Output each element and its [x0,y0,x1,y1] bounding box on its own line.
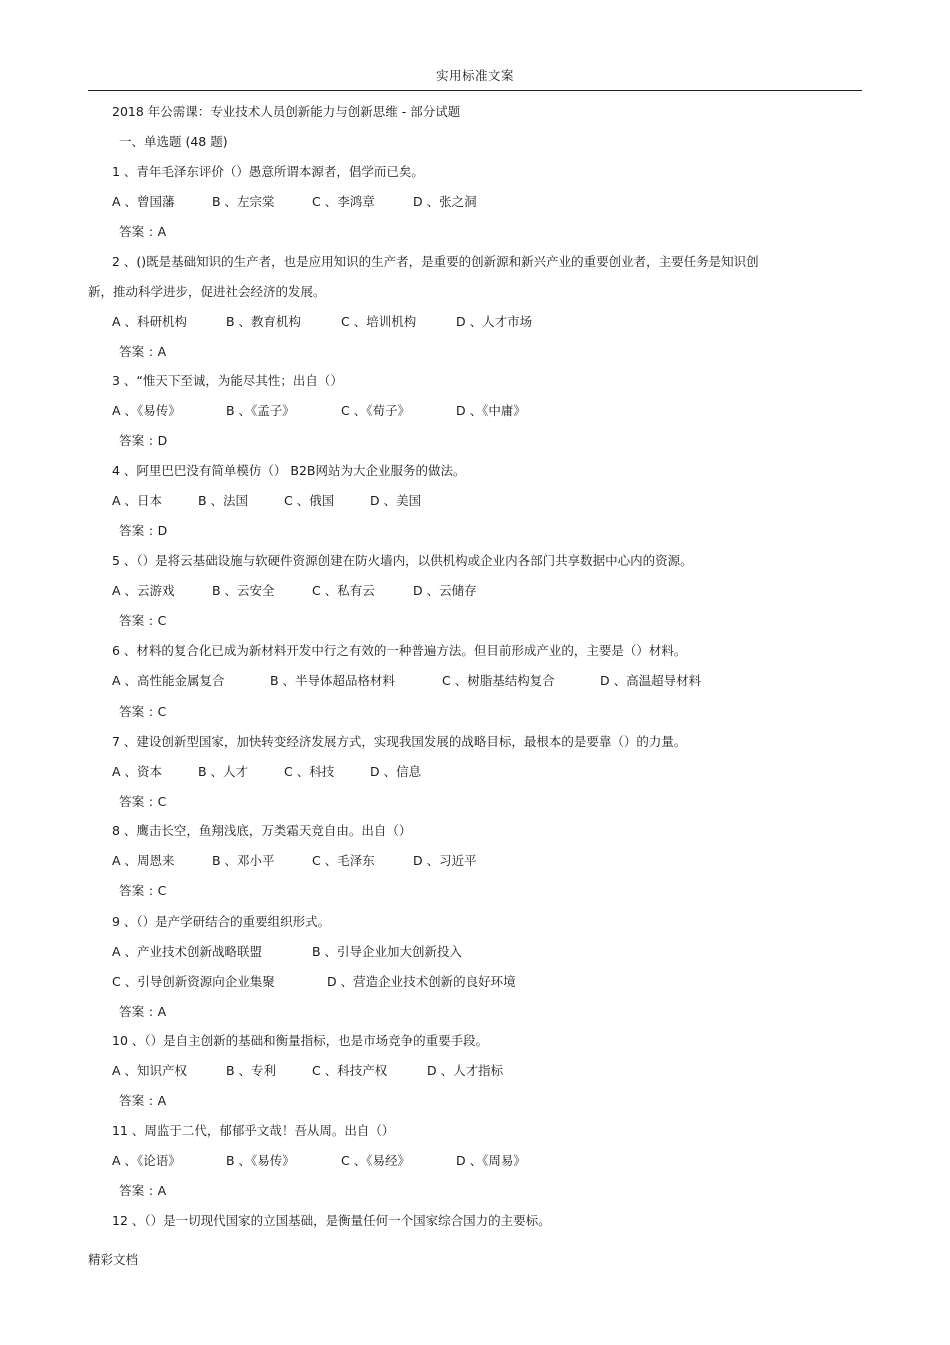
question-9-text: 9 、（）是产学研结合的重要组织形式。 [112,914,331,929]
question-12-text: 12 、（）是一切现代国家的立国基础，是衡量任何一个国家综合国力的主要标。 [112,1213,551,1228]
question-10-option-b: B 、专利 [226,1063,277,1078]
question-5-answer: 答案 : C [119,613,167,628]
question-10-answer: 答案 : A [119,1093,167,1108]
section-title: 一、单选题 (48 题) [119,134,228,149]
question-8-option-a: A 、周恩来 [112,853,175,868]
question-4-option-b: B 、法国 [198,493,249,508]
question-2-option-d: D 、人才市场 [456,314,533,329]
question-11-text: 11 、周监于二代，郁郁乎文哉！吾从周。出自（） [112,1123,395,1138]
question-5-option-a: A 、云游戏 [112,583,175,598]
question-1-option-b: B 、左宗棠 [212,194,275,209]
question-6-text: 6 、材料的复合化已成为新材料开发中行之有效的一种普遍方法。但目前形成产业的，主要是（）材料。 [112,643,687,658]
question-10-text: 10 、（）是自主创新的基础和衡量指标，也是市场竞争的重要手段。 [112,1033,489,1048]
question-1-option-c: C 、李鸿章 [312,194,375,209]
question-1-text: 1 、青年毛泽东评价（）愚意所谓本源者，倡学而已矣。 [112,164,424,179]
question-4-text: 4 、阿里巴巴没有简单模仿（） B2B网站为大企业服务的做法。 [112,463,466,478]
question-6-option-b: B 、半导体超品格材料 [270,673,396,688]
question-9-option-a: A 、产业技术创新战略联盟 [112,944,263,959]
question-10-option-d: D 、人才指标 [427,1063,504,1078]
question-3-option-b: B 、《孟子》 [226,403,295,418]
question-2-text-continued: 新，推动科学进步，促进社会经济的发展。 [88,284,326,299]
question-4-option-c: C 、俄国 [284,493,335,508]
question-7-option-a: A 、资本 [112,764,163,779]
question-8-answer: 答案 : C [119,883,167,898]
question-5-option-c: C 、私有云 [312,583,375,598]
page-header: 实用标准文案 [435,68,514,83]
question-5-text: 5 、（）是将云基础设施与软硬件资源创建在防火墙内，以供机构或企业内各部门共享数据中心内的资源。 [112,553,693,568]
question-1-option-a: A 、曾国藩 [112,194,175,209]
header-divider [88,90,862,91]
question-9-option-c: C 、引导创新资源向企业集聚 [112,974,275,989]
question-9-option-d: D 、营造企业技术创新的良好环境 [327,974,516,989]
question-7-text: 7 、建设创新型国家，加快转变经济发展方式，实现我国发展的战略目标，最根本的是要靠（）的力量。 [112,734,687,749]
question-11-option-a: A 、《论语》 [112,1153,181,1168]
question-3-option-c: C 、《荀子》 [341,403,410,418]
question-6-option-d: D 、高温超导材料 [600,673,702,688]
question-5-option-b: B 、云安全 [212,583,275,598]
question-11-answer: 答案 : A [119,1183,167,1198]
question-8-option-b: B 、邓小平 [212,853,275,868]
question-1-option-d: D 、张之洞 [413,194,477,209]
question-7-option-c: C 、科技 [284,764,335,779]
question-8-option-d: D 、习近平 [413,853,477,868]
question-2-text: 2 、()既是基础知识的生产者，也是应用知识的生产者，是重要的创新源和新兴产业的重要创业者，主要任务是知识创 [112,254,759,269]
question-3-option-a: A 、《易传》 [112,403,181,418]
question-10-option-c: C 、科技产权 [312,1063,388,1078]
question-3-option-d: D 、《中庸》 [456,403,526,418]
question-3-text: 3 、“惟天下至诚，为能尽其性；出自（） [112,373,343,388]
question-11-option-d: D 、《周易》 [456,1153,526,1168]
question-8-option-c: C 、毛泽东 [312,853,375,868]
document-title: 2018 年公需课：专业技术人员创新能力与创新思维 - 部分试题 [112,104,461,119]
question-4-answer: 答案 : D [119,523,168,538]
question-7-option-d: D 、信息 [370,764,422,779]
question-11-option-b: B 、《易传》 [226,1153,295,1168]
question-5-option-d: D 、云储存 [413,583,477,598]
question-10-option-a: A 、知识产权 [112,1063,188,1078]
question-2-option-a: A 、科研机构 [112,314,188,329]
question-2-answer: 答案 : A [119,344,167,359]
question-7-option-b: B 、人才 [198,764,249,779]
question-2-option-b: B 、教育机构 [226,314,302,329]
question-4-option-a: A 、日本 [112,493,163,508]
question-7-answer: 答案 : C [119,794,167,809]
question-3-answer: 答案 : D [119,433,168,448]
question-6-option-a: A 、高性能金属复合 [112,673,225,688]
question-6-option-c: C 、树脂基结构复合 [442,673,555,688]
question-8-text: 8 、鹰击长空，鱼翔浅底，万类霜天竞自由。出自（） [112,823,412,838]
question-6-answer: 答案 : C [119,704,167,719]
question-9-answer: 答案 : A [119,1004,167,1019]
question-2-option-c: C 、培训机构 [341,314,417,329]
question-9-option-b: B 、引导企业加大创新投入 [312,944,463,959]
page-footer: 精彩文档 [88,1252,139,1267]
question-4-option-d: D 、美国 [370,493,422,508]
question-11-option-c: C 、《易经》 [341,1153,410,1168]
question-1-answer: 答案 : A [119,224,167,239]
